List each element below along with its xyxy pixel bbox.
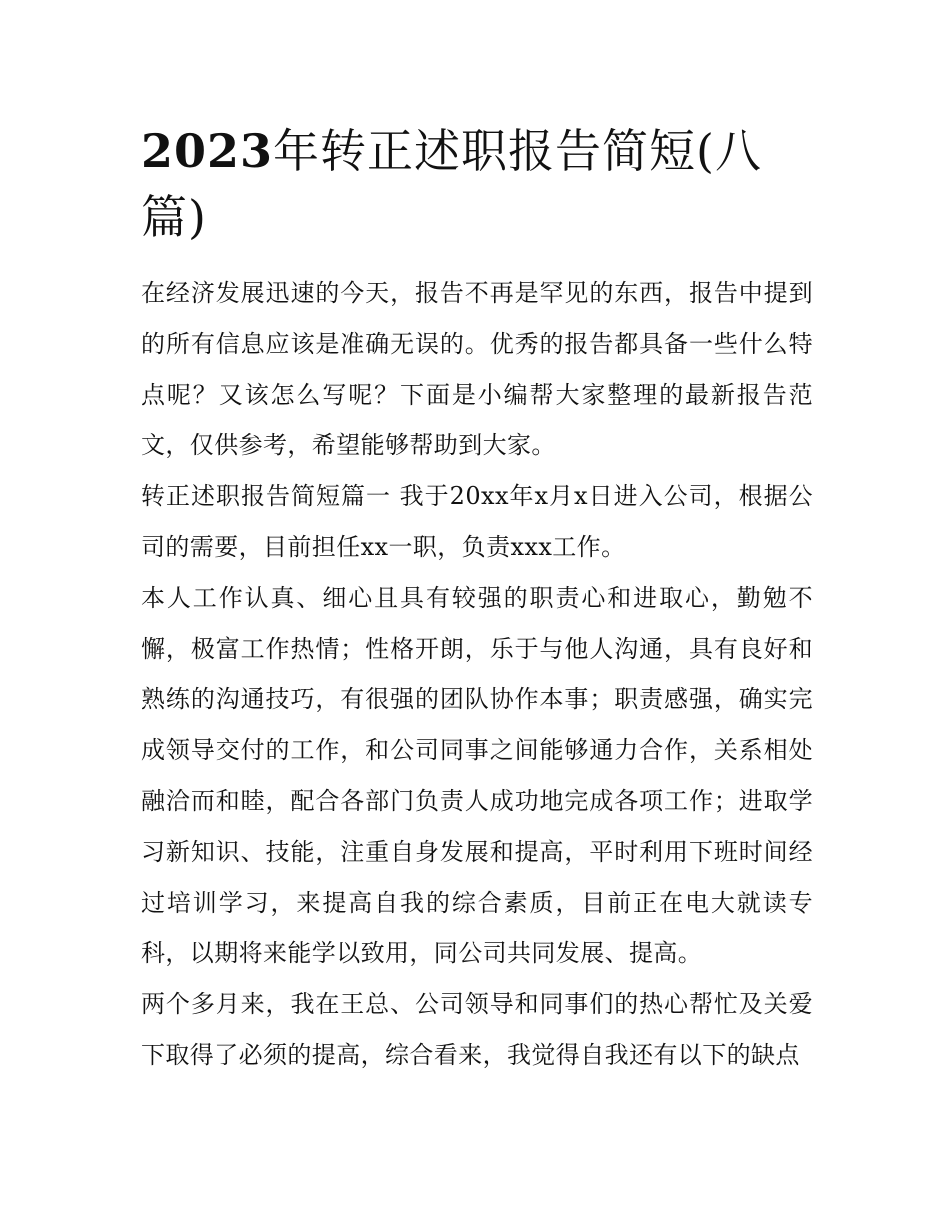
title-text: 年转正述职报告简短(八篇) [141, 124, 762, 244]
paragraph-intro: 在经济发展迅速的今天，报告不再是罕见的东西，报告中提到的所有信息应该是准确无误的。优秀的报告都具备一些什么特点呢？又该怎么写呢？下面是小编帮大家整理的最新报告范文，仅供参考，希望能够帮助到大家。 [141, 279, 813, 460]
paragraph-self-assessment: 本人工作认真、细心且具有较强的职责心和进取心，勤勉不懈，极富工作热情；性格开朗，乐于与他人沟通，具有良好和熟练的沟通技巧，有很强的团队协作本事；职责感强，确实完成领导交付的工作，和公司同事之间能够通力合作，关系相处融洽而和睦，配合各部门负责人成功地完成各项工作；进取学习新知识、技能，注重自身发展和提高，平时利用下班时间经过培训学习，来提高自我的综合素质，目前正在电大就读专科，以期将来能学以致用，同公司共同发展、提高。 [141, 583, 813, 968]
paragraph-shortcomings: 两个多月来，我在王总、公司领导和同事们的热心帮忙及关爱下取得了必须的提高，综合看来，我觉得自我还有以下的缺点 [141, 990, 813, 1069]
title-year: 2023 [141, 124, 274, 178]
document-content [141, 118, 813, 1081]
paragraph-section-one: 转正述职报告简短篇一 我于20xx年x月x日进入公司，根据公司的需要，目前担任xx一职，负责xxx工作。 [141, 482, 813, 561]
document-body [141, 268, 813, 1081]
document-title [141, 118, 813, 250]
